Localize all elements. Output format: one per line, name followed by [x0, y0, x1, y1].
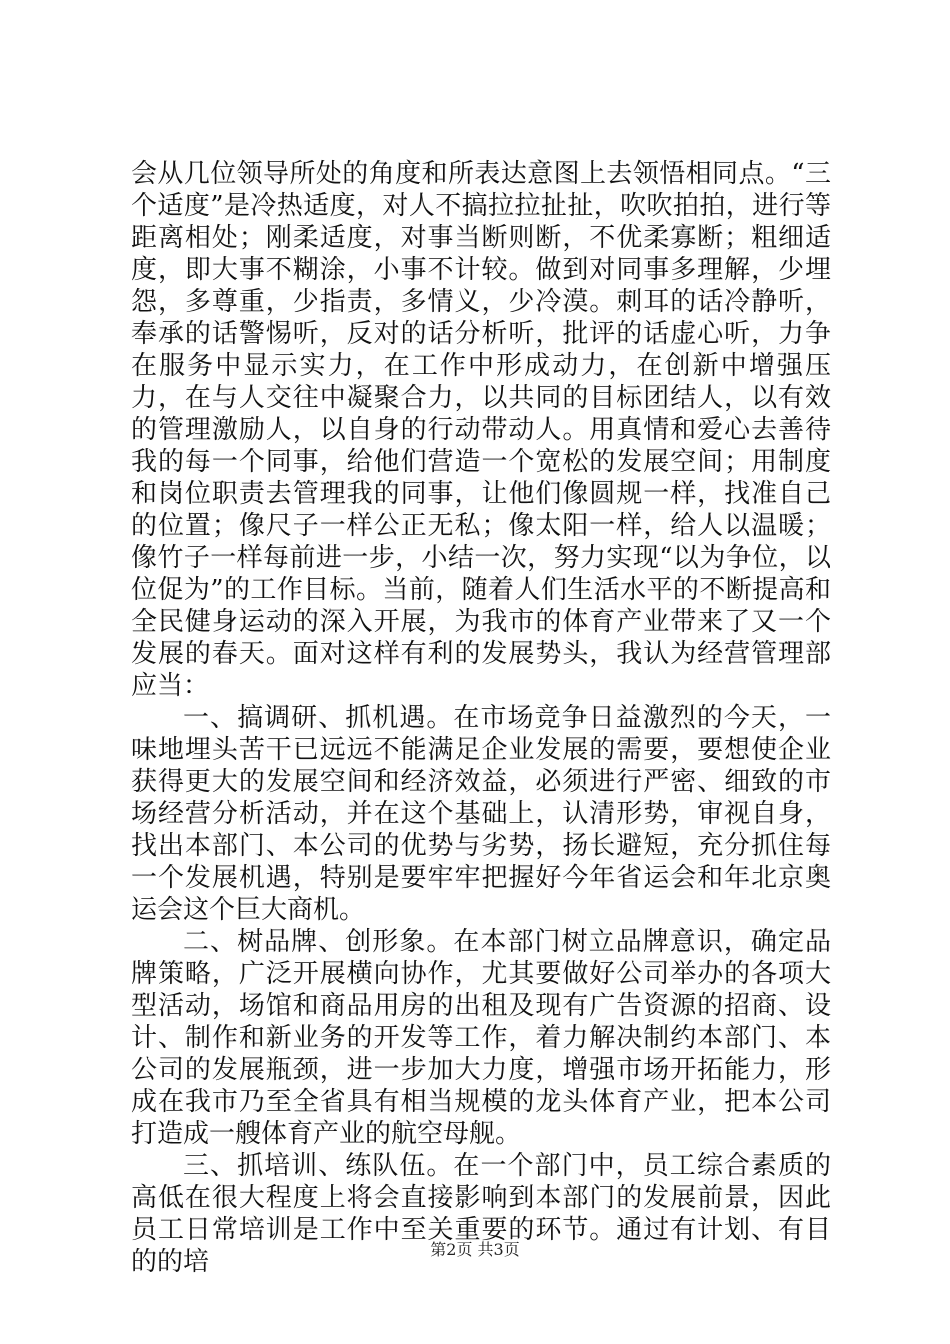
paragraph-research-opportunity: 一、搞调研、抓机遇。在市场竞争日益激烈的今天，一味地埋头苦干已远远不能满足企业发展的需要，要想使企业获得更大的发展空间和经济效益，必须进行严密、细致的市场经营分析活动，并在这个基础上，认清形势，审视自身，找出本部门、本公司的优势与劣势，扬长避短，充分抓住每一个发展机遇，特别是要牢牢把握好今年省运会和年北京奥运会这个巨大商机。: [131, 703, 831, 925]
paragraph-training-team: 三、抓培训、练队伍。在一个部门中，员工综合素质的高低在很大程度上将会直接影响到本部门的发展前景，因此员工日常培训是工作中至关重要的环节。通过有计划、有目的的培: [131, 1151, 831, 1277]
paragraph-brand-image: 二、树品牌、创形象。在本部门树立品牌意识，确定品牌策略，广泛开展横向协作，尤其要做好公司举办的各项大型活动，场馆和商品用房的出租及现有广告资源的招商、设计、制作和新业务的开发等工作，着力解决制约本部门、本公司的发展瓶颈，进一步加大力度，增强市场开拓能力，形成在我市乃至全省具有相当规模的龙头体育产业，把本公司打造成一艘体育产业的航空母舰。: [131, 927, 831, 1149]
paragraph-continuation: 会从几位领导所处的角度和所表达意图上去领悟相同点。“三个适度”是冷热适度，对人不搞拉拉扯扯，吹吹拍拍，进行等距离相处；刚柔适度，对事当断则断，不优柔寡断；粗细适度，即大事不糊涂，小事不计较。做到对同事多理解，少埋怨，多尊重，少指责，多情义，少冷漠。刺耳的话冷静听，奉承的话警惕听，反对的话分析听，批评的话虚心听，力争在服务中显示实力，在工作中形成动力，在创新中增强压力，在与人交往中凝聚合力，以共同的目标团结人，以有效的管理激励人，以自身的行动带动人。用真情和爱心去善待我的每一个同事，给他们营造一个宽松的发展空间；用制度和岗位职责去管理我的同事，让他们像圆规一样，找准自己的位置；像尺子一样公正无私；像太阳一样，给人以温暖；像竹子一样每前进一步，小结一次，努力实现“以为争位，以位促为”的工作目标。当前，随着人们生活水平的不断提高和全民健身运动的深入开展，为我市的体育产业带来了又一个发展的春天。面对这样有利的发展势头，我认为经营管理部应当：: [131, 159, 831, 701]
document-body: [131, 158, 831, 1278]
page-number-footer: 第2页 共3页: [430, 1240, 520, 1259]
